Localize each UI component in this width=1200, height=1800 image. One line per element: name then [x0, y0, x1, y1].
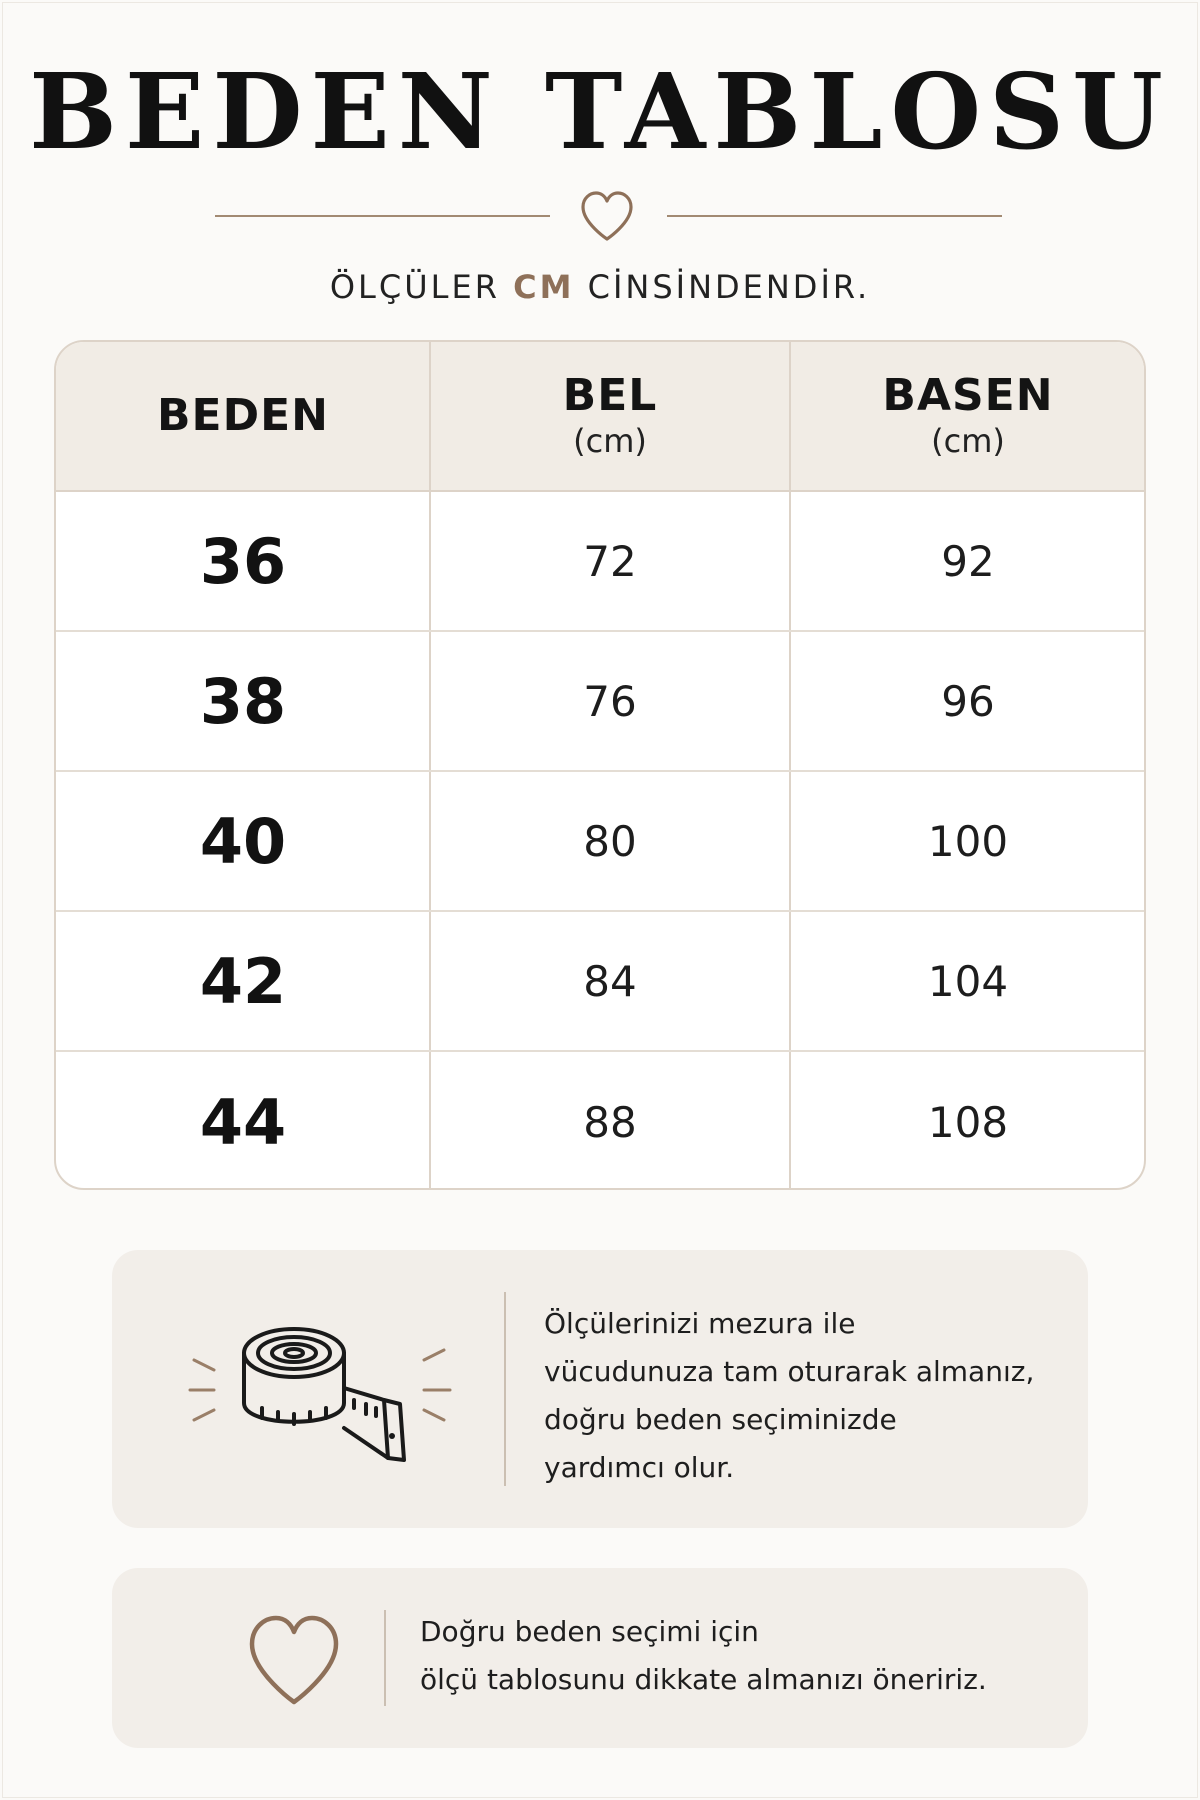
table-row [56, 632, 1144, 772]
table-row [56, 772, 1144, 912]
header-cell-beden [56, 342, 430, 490]
basen-cell: 108 [927, 1097, 1009, 1147]
table-header [56, 342, 1144, 492]
divider-line-left [215, 215, 550, 217]
bel-cell: 84 [583, 956, 637, 1006]
bel-cell: 72 [583, 536, 637, 586]
box-divider [504, 1292, 506, 1486]
basen-cell: 92 [941, 536, 995, 586]
column-divider [429, 1052, 431, 1190]
size-cell: 38 [199, 664, 287, 738]
table-row [56, 492, 1144, 632]
column-divider [789, 492, 791, 630]
measure-info-box [112, 1250, 1088, 1528]
table-row [56, 1052, 1144, 1190]
column-divider [789, 772, 791, 910]
header-unit-bel: (cm) [573, 422, 647, 461]
column-divider [429, 772, 431, 910]
size-cell: 40 [199, 804, 287, 878]
heart-icon [577, 187, 637, 247]
bel-cell: 80 [583, 816, 637, 866]
advice-info-box [112, 1568, 1088, 1748]
heart-outline-icon [244, 1610, 344, 1710]
box-divider [384, 1610, 386, 1706]
divider-line-right [667, 215, 1002, 217]
column-divider [789, 912, 791, 1050]
advice-info-text [420, 1608, 1060, 1704]
size-cell: 44 [199, 1085, 287, 1159]
column-divider [789, 1052, 791, 1190]
size-table [54, 340, 1146, 1190]
units-note-unit: CM [513, 268, 575, 306]
column-divider [789, 632, 791, 770]
column-divider [429, 492, 431, 630]
advice-info-line: ölçü tablosunu dikkate almanızı öneririz. [420, 1663, 987, 1696]
advice-info-line: Doğru beden seçimi için [420, 1615, 759, 1648]
basen-cell: 100 [927, 816, 1009, 866]
bel-cell: 76 [583, 676, 637, 726]
basen-cell: 96 [941, 676, 995, 726]
measure-info-text [544, 1300, 1064, 1492]
size-cell: 42 [199, 944, 287, 1018]
size-cell: 36 [199, 524, 287, 598]
header-cell-bel [430, 342, 790, 490]
measure-info-line: Ölçülerinizi mezura ile [544, 1307, 856, 1340]
units-note [0, 268, 1200, 306]
header-cell-basen [790, 342, 1146, 490]
column-divider [429, 632, 431, 770]
header-label-beden: BEDEN [157, 389, 329, 441]
column-divider [429, 912, 431, 1050]
header-unit-basen: (cm) [931, 422, 1005, 461]
header-label-basen: BASEN [882, 369, 1054, 421]
units-note-prefix: ÖLÇÜLER [329, 268, 514, 306]
header-label-bel: BEL [562, 369, 658, 421]
measuring-tape-icon [174, 1308, 464, 1468]
column-divider [429, 342, 431, 490]
table-row [56, 912, 1144, 1052]
column-divider [789, 342, 791, 490]
measure-info-line: vücudunuza tam oturarak almanız, [544, 1355, 1035, 1388]
measure-info-line: yardımcı olur. [544, 1451, 735, 1484]
units-note-suffix: CİNSİNDENDİR. [574, 268, 871, 306]
measure-info-line: doğru beden seçiminizde [544, 1403, 897, 1436]
page-title: BEDEN TABLOSU [29, 50, 1171, 173]
bel-cell: 88 [583, 1097, 637, 1147]
basen-cell: 104 [927, 956, 1009, 1006]
